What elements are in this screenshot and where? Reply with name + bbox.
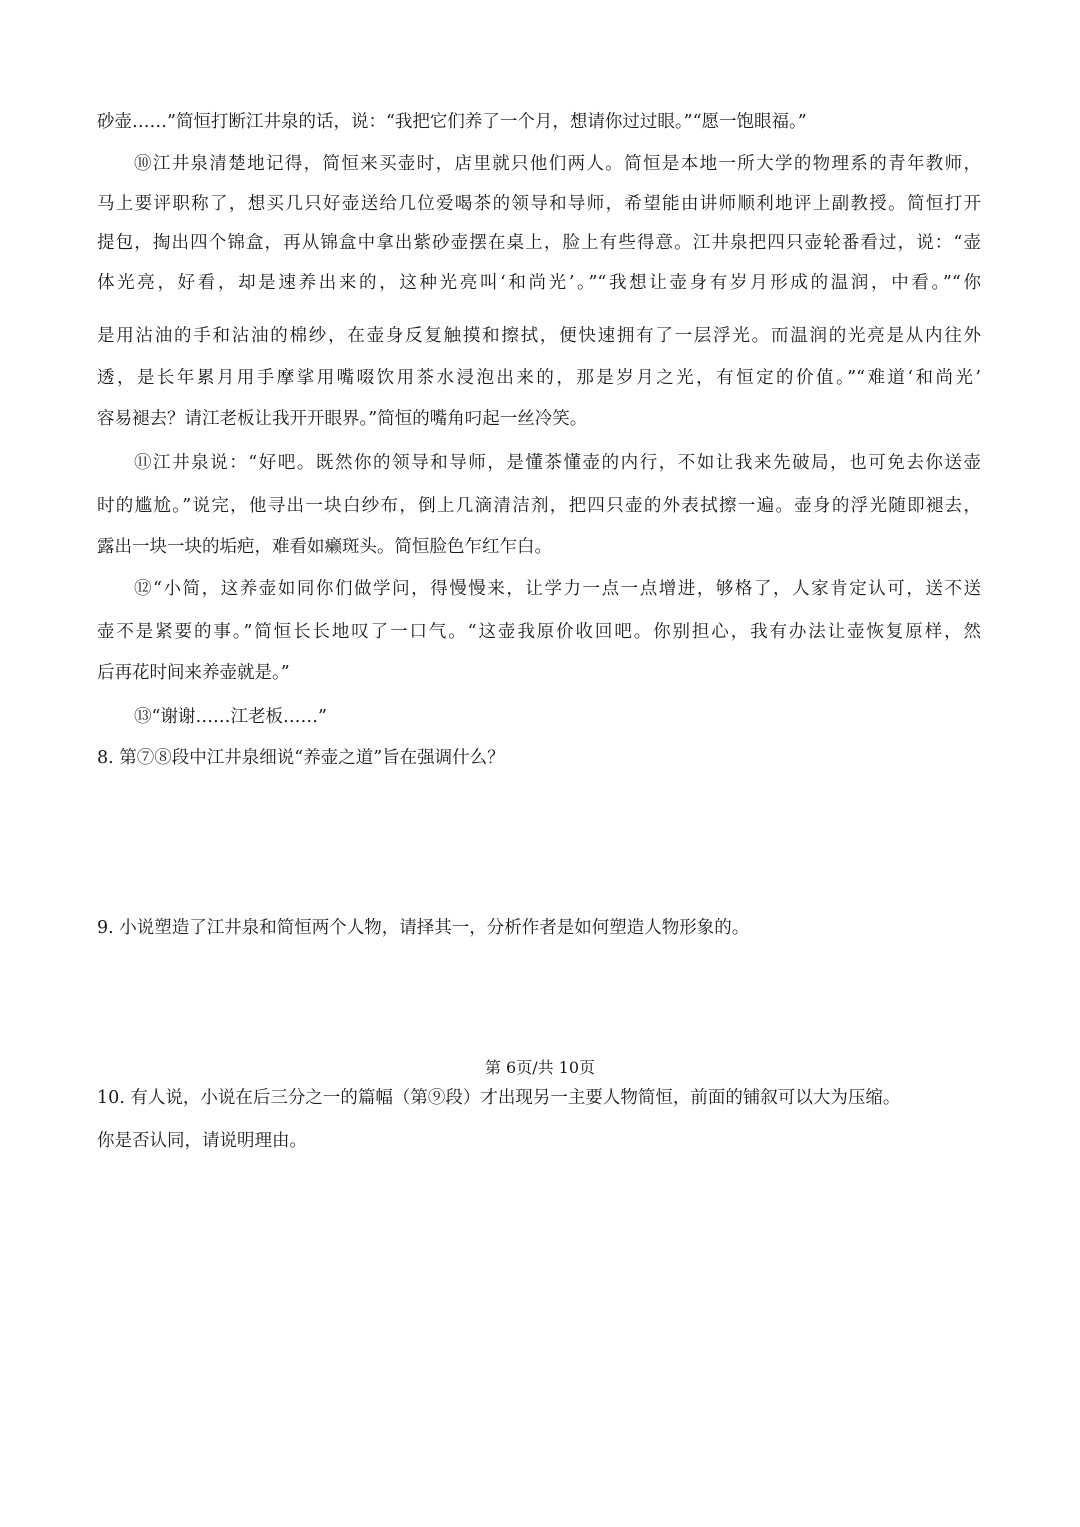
passage-line-12: ⑫“小简，这养壶如同你们做学问，得慢慢来，让学力一点一点增进，够格了，人家肯定认可，送不送 [134, 579, 981, 599]
passage-line-13: 壶不是紧要的事。”简恒长长地叹了一口气。“这壶我原价收回吧。你别担心，我有办法让壶恢复原样，然 [97, 622, 981, 642]
passage-line-15: ⑬“谢谢……江老板……” [134, 707, 327, 727]
passage-line-6: 是用沾油的手和沾油的棉纱，在壶身反复触摸和擦拭，便快速拥有了一层浮光。而温润的光亮是从内往外 [97, 326, 981, 346]
passage-line-8: 容易褪去？请江老板让我开开眼界。”简恒的嘴角叼起一丝冷笑。 [97, 409, 588, 429]
passage-line-3: 马上要评职称了，想买几只好壶送给几位爱喝茶的领导和导师，希望能由讲师顺利地评上副教授。简恒打开 [97, 194, 981, 214]
question-10-line-1: 10. 有人说，小说在后三分之一的篇幅（第⑨段）才出现另一主要人物简恒，前面的铺叙可以大为压缩。 [97, 1088, 901, 1108]
passage-line-11: 露出一块一块的垢疤，难看如癞斑头。简恒脸色乍红乍白。 [97, 537, 552, 557]
passage-line-14: 后再花时间来养壶就是。” [97, 663, 290, 683]
question-8: 8. 第⑦⑧段中江井泉细说“养壶之道”旨在强调什么？ [97, 748, 505, 768]
question-9: 9. 小说塑造了江井泉和简恒两个人物，请择其一，分析作者是如何塑造人物形象的。 [97, 918, 750, 938]
passage-line-5: 体光亮，好看，却是速养出来的，这种光亮叫‘和尚光’。”“我想让壶身有岁月形成的温润，中看。”“你 [97, 273, 981, 293]
passage-line-2: ⑩江井泉清楚地记得，简恒来买壶时，店里就只他们两人。简恒是本地一所大学的物理系的青年教师， [134, 154, 981, 174]
question-10-line-2: 你是否认同，请说明理由。 [97, 1131, 307, 1151]
passage-line-4: 提包，掏出四个锦盒，再从锦盒中拿出紫砂壶摆在桌上，脸上有些得意。江井泉把四只壶轮番看过，说：“壶 [97, 233, 981, 253]
passage-line-1: 砂壶……”简恒打断江井泉的话，说：“我把它们养了一个月，想请你过过眼。”“愿一饱眼福。” [97, 112, 807, 132]
passage-line-7: 透，是长年累月用手摩挲用嘴啜饮用茶水浸泡出来的，那是岁月之光，有恒定的价值。”“难道‘和尚光’ [97, 368, 981, 388]
passage-line-10: 时的尴尬。”说完，他寻出一块白纱布，倒上几滴清洁剂，把四只壶的外表拭擦一遍。壶身的浮光随即褪去， [97, 496, 981, 516]
page-number: 第 6页/共 10页 [484, 1058, 596, 1077]
passage-line-9: ⑪江井泉说：“好吧。既然你的领导和导师，是懂茶懂壶的内行，不如让我来先破局，也可免去你送壶 [134, 453, 981, 473]
